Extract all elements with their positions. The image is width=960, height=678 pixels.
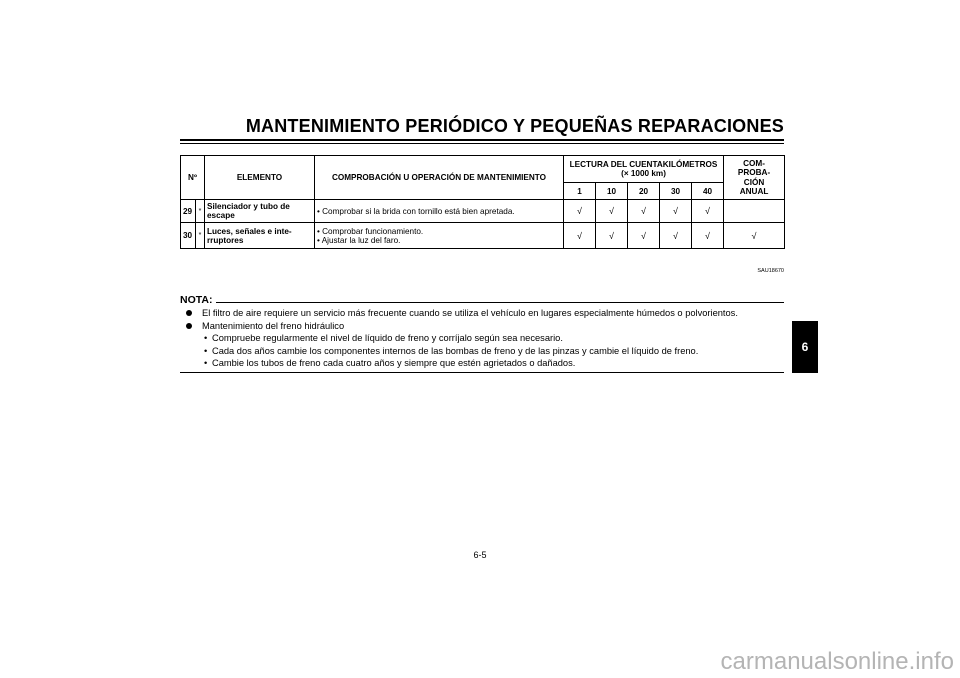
row-element-line2: escape — [207, 211, 235, 220]
maintenance-table — [180, 155, 785, 249]
page-title: MANTENIMIENTO PERIÓDICO Y PEQUEÑAS REPARACIONES — [245, 116, 784, 136]
row-star: * — [196, 200, 205, 223]
check-mark: √ — [596, 223, 628, 249]
title-rule-thin — [180, 143, 784, 144]
nota-subitem — [186, 332, 784, 345]
row-element-line2: rruptores — [207, 235, 244, 245]
row-check — [315, 223, 564, 249]
row-check-line1: • Comprobar si la brida con tornillo está bien apretada. — [317, 206, 515, 216]
row-element — [205, 223, 315, 249]
watermark: carmanualsonline.info — [720, 648, 954, 675]
header-odometer — [564, 156, 724, 183]
nota-item-text: El filtro de aire requiere un servicio más frecuente cuando se utiliza el vehículo en lugares especialmente húmedos o polvorientos. — [202, 308, 738, 318]
row-check-line1: • Comprobar funcionamiento. — [317, 226, 424, 236]
bullet-icon — [186, 323, 192, 329]
header-annual-line1: COM- — [743, 158, 765, 168]
sub-bullet-icon: • — [204, 345, 208, 356]
check-mark: √ — [564, 223, 596, 249]
header-odometer-line1: LECTURA DEL CUENTAKILÓMETROS — [569, 160, 718, 169]
header-check: COMPROBACIÓN U OPERACIÓN DE MANTENIMIENTO — [315, 156, 564, 200]
nota-subitem-text: Cada dos años cambie los componentes internos de las bombas de freno y de las pinzas y cambie el líquido de freno. — [212, 345, 699, 356]
nota-subitem — [186, 345, 784, 358]
check-mark: √ — [564, 200, 596, 223]
check-mark: √ — [596, 200, 628, 223]
km-column-1: 1 — [564, 183, 596, 200]
nota-item — [186, 320, 784, 333]
check-mark: √ — [692, 200, 724, 223]
nota-subitem-text: Compruebe regularmente el nivel de líquido de freno y corríjalo según sea necesario. — [212, 333, 563, 343]
nota-rule — [216, 302, 784, 303]
km-column-20: 20 — [628, 183, 660, 200]
sub-bullet-icon: • — [204, 333, 208, 343]
km-column-10: 10 — [596, 183, 628, 200]
reference-code: SAU18670 — [757, 268, 784, 274]
row-element-line1: Silenciador y tubo de — [207, 202, 290, 211]
km-column-30: 30 — [660, 183, 692, 200]
row-check-line2: • Ajustar la luz del faro. — [317, 235, 401, 245]
header-annual-line2: PROBA- — [737, 168, 771, 177]
chapter-tab: 6 — [792, 321, 818, 373]
table-row — [181, 223, 785, 249]
header-no: Nº — [181, 156, 205, 200]
header-element: ELEMENTO — [205, 156, 315, 200]
bullet-icon — [186, 310, 192, 316]
annual-check-mark: √ — [724, 223, 785, 249]
page-number: 6-5 — [473, 550, 487, 560]
row-element — [205, 200, 315, 223]
header-annual-line4: ANUAL — [739, 187, 769, 196]
annual-check-mark — [724, 200, 785, 223]
check-mark: √ — [628, 200, 660, 223]
nota-subitem — [186, 357, 784, 370]
row-check — [315, 200, 564, 223]
title-rule — [180, 139, 784, 141]
table-row — [181, 200, 785, 223]
nota-list — [186, 307, 784, 370]
nota-label: NOTA: — [180, 294, 213, 306]
check-mark: √ — [628, 223, 660, 249]
check-mark: √ — [692, 223, 724, 249]
sub-bullet-icon: • — [204, 358, 208, 368]
nota-subitem-text: Cambie los tubos de freno cada cuatro años y siempre que estén agrietados o dañados. — [212, 358, 576, 368]
nota-item-text: Mantenimiento del freno hidráulico — [202, 320, 345, 331]
header-odometer-line2: (× 1000 km) — [621, 169, 666, 178]
check-mark: √ — [660, 223, 692, 249]
nota-item — [186, 307, 784, 320]
header-annual-line3: CIÓN — [743, 177, 765, 187]
km-column-40: 40 — [692, 183, 724, 200]
nota-end-rule — [180, 372, 784, 373]
header-annual — [724, 156, 785, 200]
row-number: 29 — [181, 200, 196, 223]
row-number: 30 — [181, 223, 196, 249]
row-star: * — [196, 223, 205, 249]
check-mark: √ — [660, 200, 692, 223]
row-element-line1: Luces, señales e inte- — [207, 226, 292, 236]
